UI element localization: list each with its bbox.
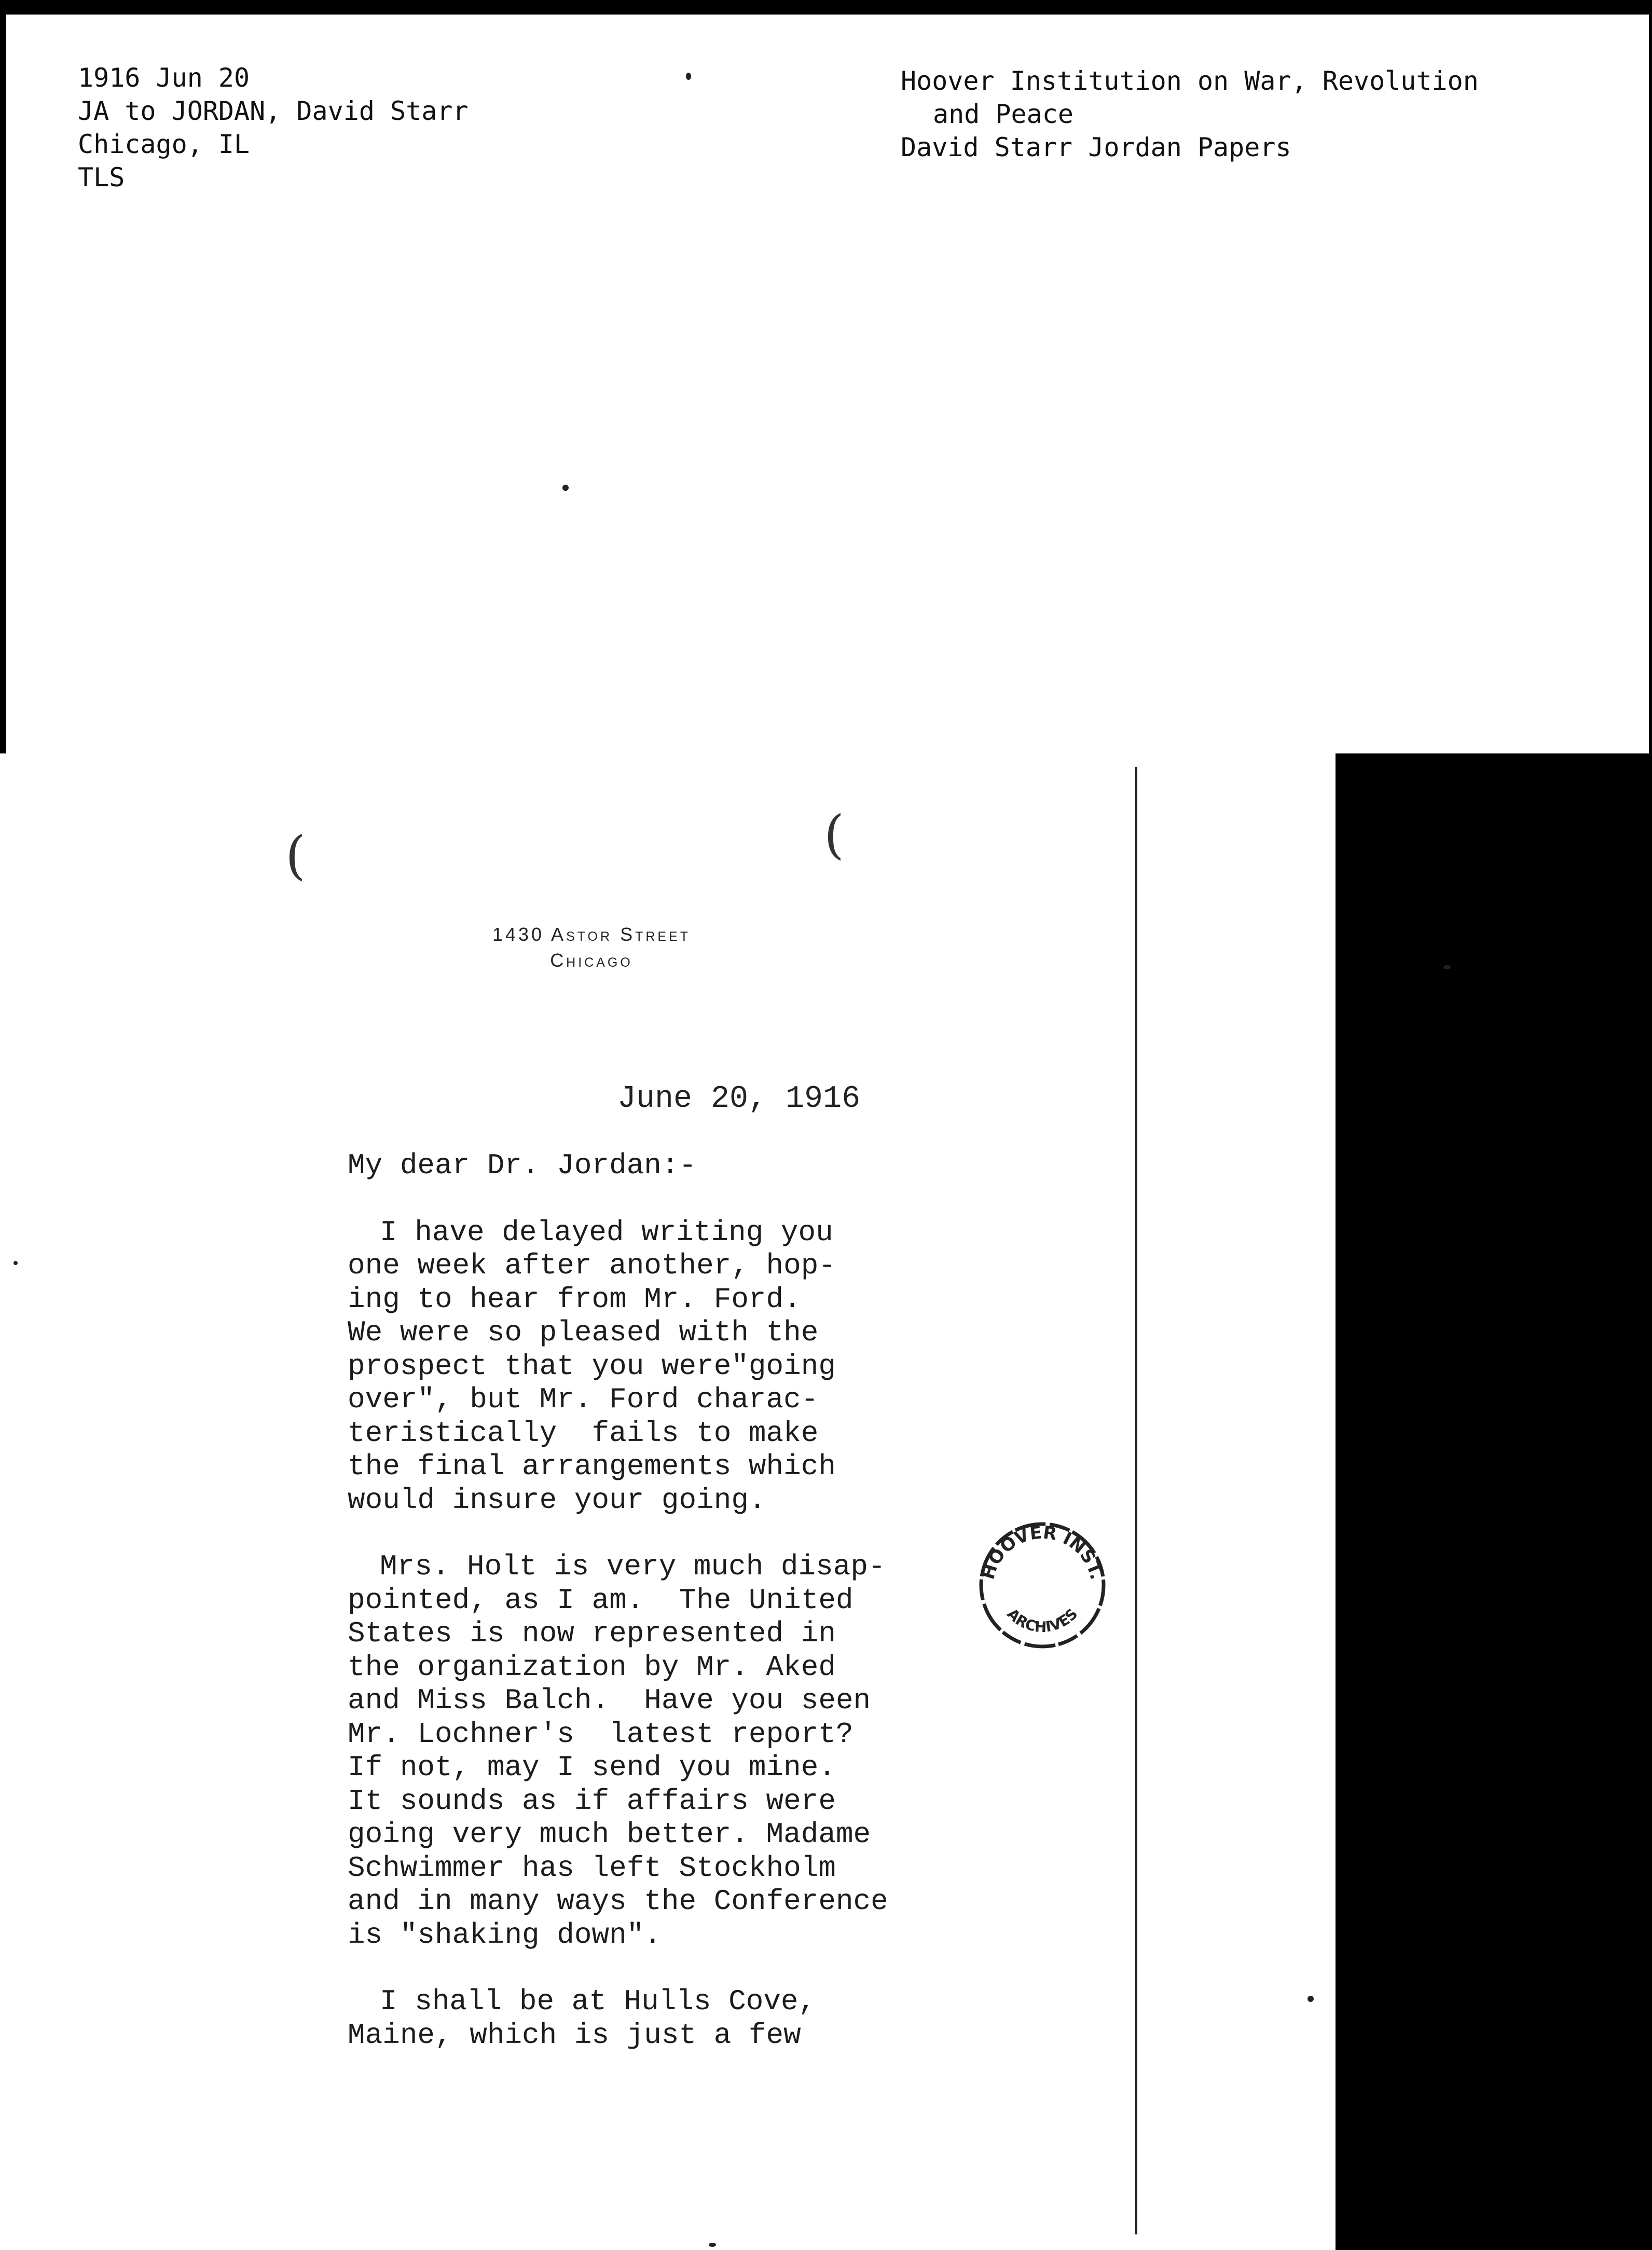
text-line: ing to hear from Mr. Ford.: [348, 1282, 801, 1316]
text-line: States is now represented in: [348, 1617, 836, 1650]
catalog-date: 1916 Jun 20: [78, 63, 250, 93]
text-line: I have delayed writing you: [380, 1215, 833, 1249]
letterhead-city: Chicago: [550, 950, 633, 971]
hole-punch-mark: (: [824, 804, 845, 865]
text-line: one week after another, hop-: [348, 1249, 836, 1282]
stamp-top-text: HOOVER INST.: [978, 1522, 1107, 1582]
catalog-record: [78, 61, 469, 194]
text-line: the final arrangements which: [348, 1450, 836, 1483]
page-fold-line: [1135, 767, 1137, 2234]
text-line: prospect that you were"going: [348, 1349, 836, 1383]
scan-speck: [562, 485, 569, 491]
text-line: and Miss Balch. Have you seen: [348, 1684, 871, 1717]
text-line: It sounds as if affairs were: [348, 1784, 836, 1818]
scan-black-margin: [1336, 753, 1652, 2250]
salutation: My dear Dr. Jordan:-: [348, 1149, 697, 1182]
letter-date: June 20, 1916: [617, 1081, 861, 1117]
letterhead-street: 1430 Astor Street: [492, 924, 691, 945]
paragraph-1: [348, 1216, 991, 1517]
text-line: and in many ways the Conference: [348, 1885, 888, 1918]
text-line: We were so pleased with the: [348, 1316, 819, 1349]
scan-speck: [686, 73, 691, 80]
text-line: is "shaking down".: [348, 1918, 662, 1952]
text-line: Mr. Lochner's latest report?: [348, 1717, 853, 1751]
paragraph-3: [348, 1985, 991, 2052]
text-line: Mrs. Holt is very much disap-: [380, 1550, 886, 1583]
hole-punch-mark: (: [285, 825, 306, 886]
text-line: pointed, as I am. The United: [348, 1583, 853, 1617]
text-line: I shall be at Hulls Cove,: [380, 1985, 816, 2018]
paragraph-2: [348, 1550, 991, 1952]
text-line: If not, may I send you mine.: [348, 1751, 836, 1784]
archive-stamp: [972, 1515, 1112, 1650]
scan-speck: [13, 1261, 18, 1265]
text-line: would insure your going.: [348, 1483, 766, 1517]
text-line: teristically fails to make: [348, 1416, 819, 1450]
text-line: the organization by Mr. Aked: [348, 1650, 836, 1684]
scan-speck: [1443, 965, 1451, 969]
text-line: over", but Mr. Ford charac-: [348, 1383, 819, 1416]
scan-speck: [709, 2243, 716, 2247]
archive-credit: [901, 64, 1479, 164]
archive-collection: David Starr Jordan Papers: [901, 132, 1291, 162]
text-line: Maine, which is just a few: [348, 2018, 801, 2052]
archive-institution: Hoover Institution on War, Revolution: [901, 66, 1479, 96]
stamp-bottom-text: ARCHIVES: [1003, 1605, 1081, 1636]
letterhead: [394, 922, 789, 973]
catalog-type: TLS: [78, 162, 125, 193]
text-line: going very much better. Madame: [348, 1818, 871, 1851]
text-line: Schwimmer has left Stockholm: [348, 1851, 836, 1885]
catalog-correspondents: JA to JORDAN, David Starr: [78, 96, 469, 126]
letter-body: [348, 1149, 991, 2085]
archive-institution-cont: and Peace: [933, 99, 1073, 129]
scan-speck: [1307, 1996, 1314, 2002]
catalog-place: Chicago, IL: [78, 129, 250, 159]
